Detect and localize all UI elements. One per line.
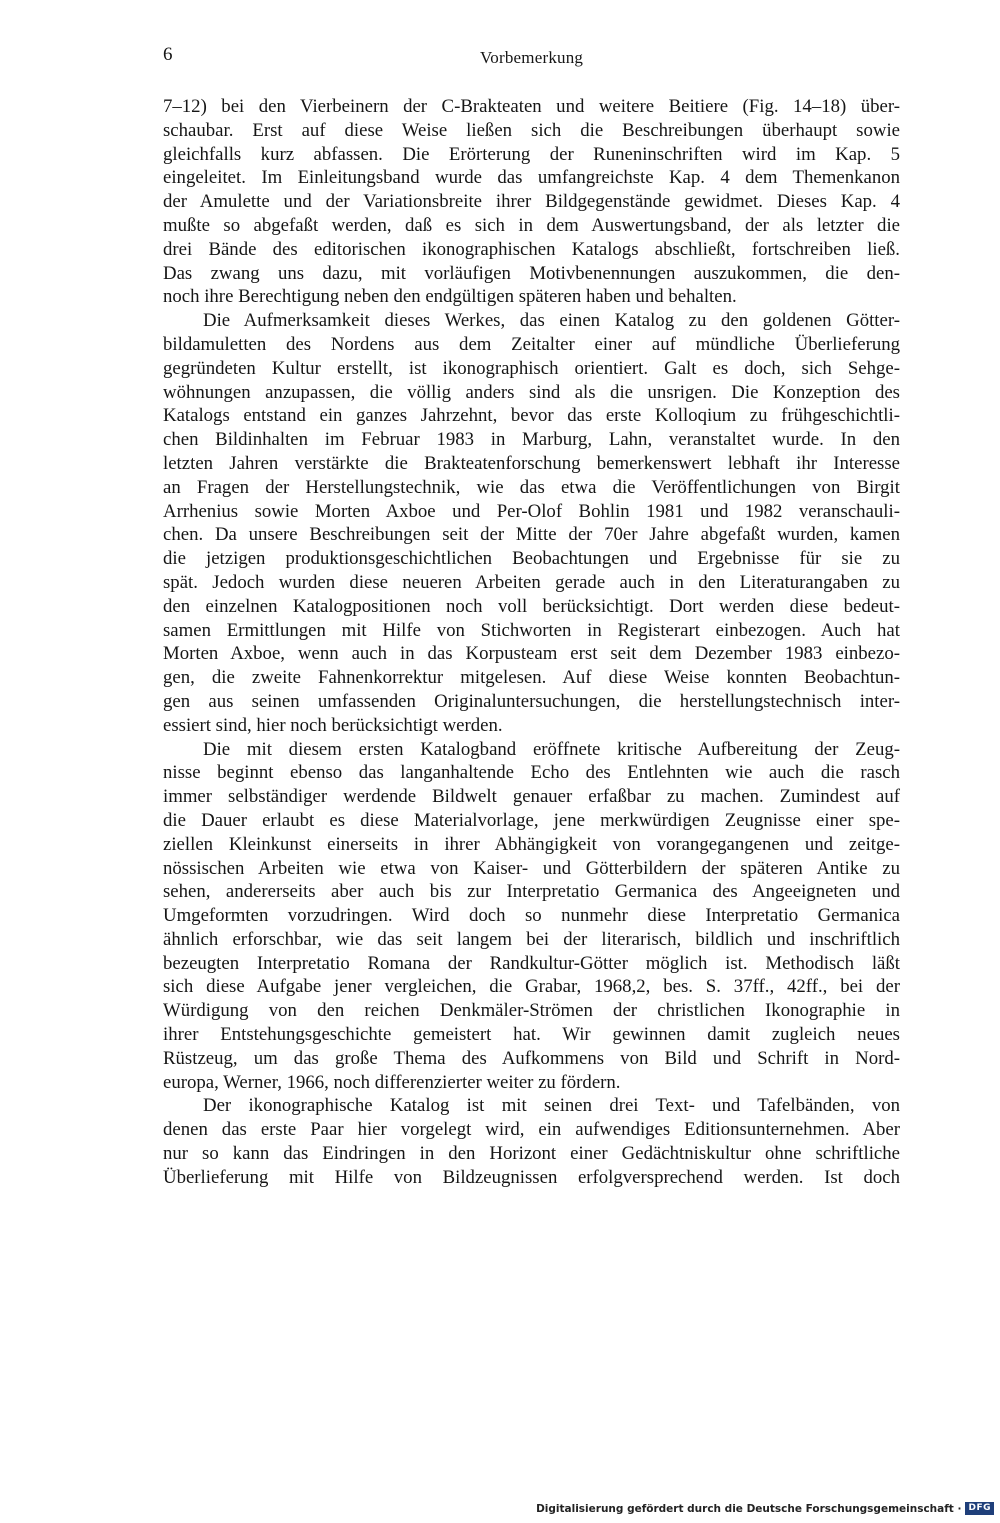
text-line: nössischen Arbeiten wie etwa von Kaiser- und Götterbildern der späteren Antike zu [163,857,900,879]
text-line: Katalogs entstand ein ganzes Jahrzehnt, bevor das erste Kolloqium zu frühgeschichtli- [163,405,900,427]
text-line: ziellen Kleinkunst einerseits in ihrer Abhängigkeit von vorangegangenen und zeitge- [163,833,900,855]
text-line: spät. Jedoch wurden diese neueren Arbeiten gerade auch in den Literaturangaben zu [163,571,900,593]
text-line: Würdigung von den reichen Denkmäler-Strömen der christlichen Ikonographie in [163,1000,900,1022]
text-line: die jetzigen produktionsgeschichtlichen Beobachtungen und Ergebnisse für sie zu [163,548,900,570]
digitization-credit [536,1502,994,1515]
body-text [163,95,900,1190]
text-line: der Amulette und der Variationsbreite ihrer Bildgegenstände gewidmet. Dieses Kap. 4 [163,191,900,213]
text-line: schaubar. Erst auf diese Weise ließen sich die Beschreibungen überhaupt sowie [163,119,900,141]
text-line: gen aus seinen umfassenden Originaluntersuchungen, die herstellungstechnisch inter- [163,690,900,712]
text-line: denen das erste Paar hier vorgelegt wird, ein aufwendiges Editionsunternehmen. Aber [163,1119,900,1141]
text-line: Rüstzeug, um das große Thema des Aufkommens von Bild und Schrift in Nord- [163,1047,900,1069]
text-line: samen Ermittlungen mit Hilfe von Stichworten in Registerart einbezogen. Auch hat [163,619,900,641]
dfg-logo: DFG [965,1502,994,1515]
text-line: Überlieferung mit Hilfe von Bildzeugnissen erfolgversprechend werden. Ist doch [163,1166,900,1188]
text-line: Die Aufmerksamkeit dieses Werkes, das einen Katalog zu den goldenen Götter- [203,310,900,332]
text-line: noch ihre Berechtigung neben den endgültigen späteren haben und behalten. [163,286,737,308]
page-number: 6 [163,44,173,65]
text-line: eingeleitet. Im Einleitungsband wurde das umfangreichste Kap. 4 dem Themenkanon [163,167,900,189]
text-line: Morten Axboe, wenn auch in das Korpusteam erst seit dem Dezember 1983 einbezo- [163,643,900,665]
text-line: drei Bände des editorischen ikonographischen Katalogs abschließt, fortschreiben ließ. [163,238,900,260]
text-line: essiert sind, hier noch berücksichtigt werden. [163,714,503,736]
text-line: sich diese Aufgabe jener vergleichen, die Grabar, 1968,2, bes. S. 37ff., 42ff., bei der [163,976,900,998]
text-line: mußte so abgefaßt werden, daß es sich in dem Auswertungsband, der als letzter die [163,214,900,236]
text-line: gen, die zweite Fahnenkorrektur mitgelesen. Auf diese Weise konnten Beobachtun- [163,667,900,689]
text-line: 7–12) bei den Vierbeinern der C-Brakteaten und weitere Beitiere (Fig. 14–18) über- [163,96,900,117]
text-line: ihrer Entstehungsgeschichte gemeistert hat. Wir gewinnen damit zugleich neues [163,1024,900,1046]
text-line: nisse beginnt ebenso das langanhaltende Echo des Entlehnten wie auch die rasch [163,762,900,784]
text-line: Der ikonographische Katalog ist mit seinen drei Text- und Tafelbänden, von [203,1095,900,1117]
text-line: sehen, andererseits aber auch bis zur Interpretatio Germanica des Angeeigneten und [163,881,900,903]
text-line: chen. Da unsere Beschreibungen seit der Mitte der 70er Jahre abgefaßt wurden, kamen [163,524,900,546]
text-line: gegründeten Kultur erstellt, ist ikonographisch orientiert. Galt es doch, sich Sehge- [163,357,900,379]
text-line: bezeugten Interpretatio Romana der Randkultur-Götter möglich ist. Methodisch läßt [163,952,900,974]
text-line: Die mit diesem ersten Katalogband eröffnete kritische Aufbereitung der Zeug- [203,738,900,760]
text-line: den einzelnen Katalogpositionen noch voll berücksichtigt. Dort werden diese bedeut- [163,595,900,617]
text-line: gleichfalls kurz abfassen. Die Erörterung der Runeninschriften wird im Kap. 5 [163,143,900,165]
running-head-title: Vorbemerkung [480,48,584,67]
credit-text: Digitalisierung gefördert durch die Deutsche Forschungsgemeinschaft · [536,1502,962,1515]
text-line: europa, Werner, 1966, noch differenzierter weiter zu fördern. [163,1071,621,1093]
text-line: immer selbständiger werdende Bildwelt genauer erfaßbar zu machen. Zumindest auf [163,786,900,808]
text-line: letzten Jahren verstärkte die Brakteatenforschung bemerkenswert lebhaft ihr Interesse [163,452,900,474]
text-line: an Fragen der Herstellungstechnik, wie das etwa die Veröffentlichungen von Birgit [163,476,900,498]
text-line: Arrhenius sowie Morten Axboe und Per-Olof Bohlin 1981 und 1982 veranschauli- [163,500,900,522]
text-line: die Dauer erlaubt es diese Materialvorlage, jene merkwürdigen Zeugnisse einer spe- [163,809,900,831]
text-line: nur so kann das Eindringen in den Horizont einer Gedächtniskultur ohne schriftliche [163,1143,900,1165]
text-line: Umgeformten vorzudringen. Wird doch so nunmehr diese Interpretatio Germanica [163,905,900,927]
text-line: wöhnungen anzupassen, die völlig anders sind als die unsrigen. Die Konzeption des [163,381,900,403]
text-line: bildamuletten des Nordens aus dem Zeitalter einer auf mündliche Überlieferung [163,333,900,355]
text-line: chen Bildinhalten im Februar 1983 in Marburg, Lahn, veranstaltet wurde. In den [163,429,900,451]
text-line: ähnlich erforschbar, wie das seit langem bei der literarisch, bildlich und inschriftlich [163,928,900,950]
text-line: Das zwang uns dazu, mit vorläufigen Motivbenennungen auszukommen, die den- [163,262,900,284]
